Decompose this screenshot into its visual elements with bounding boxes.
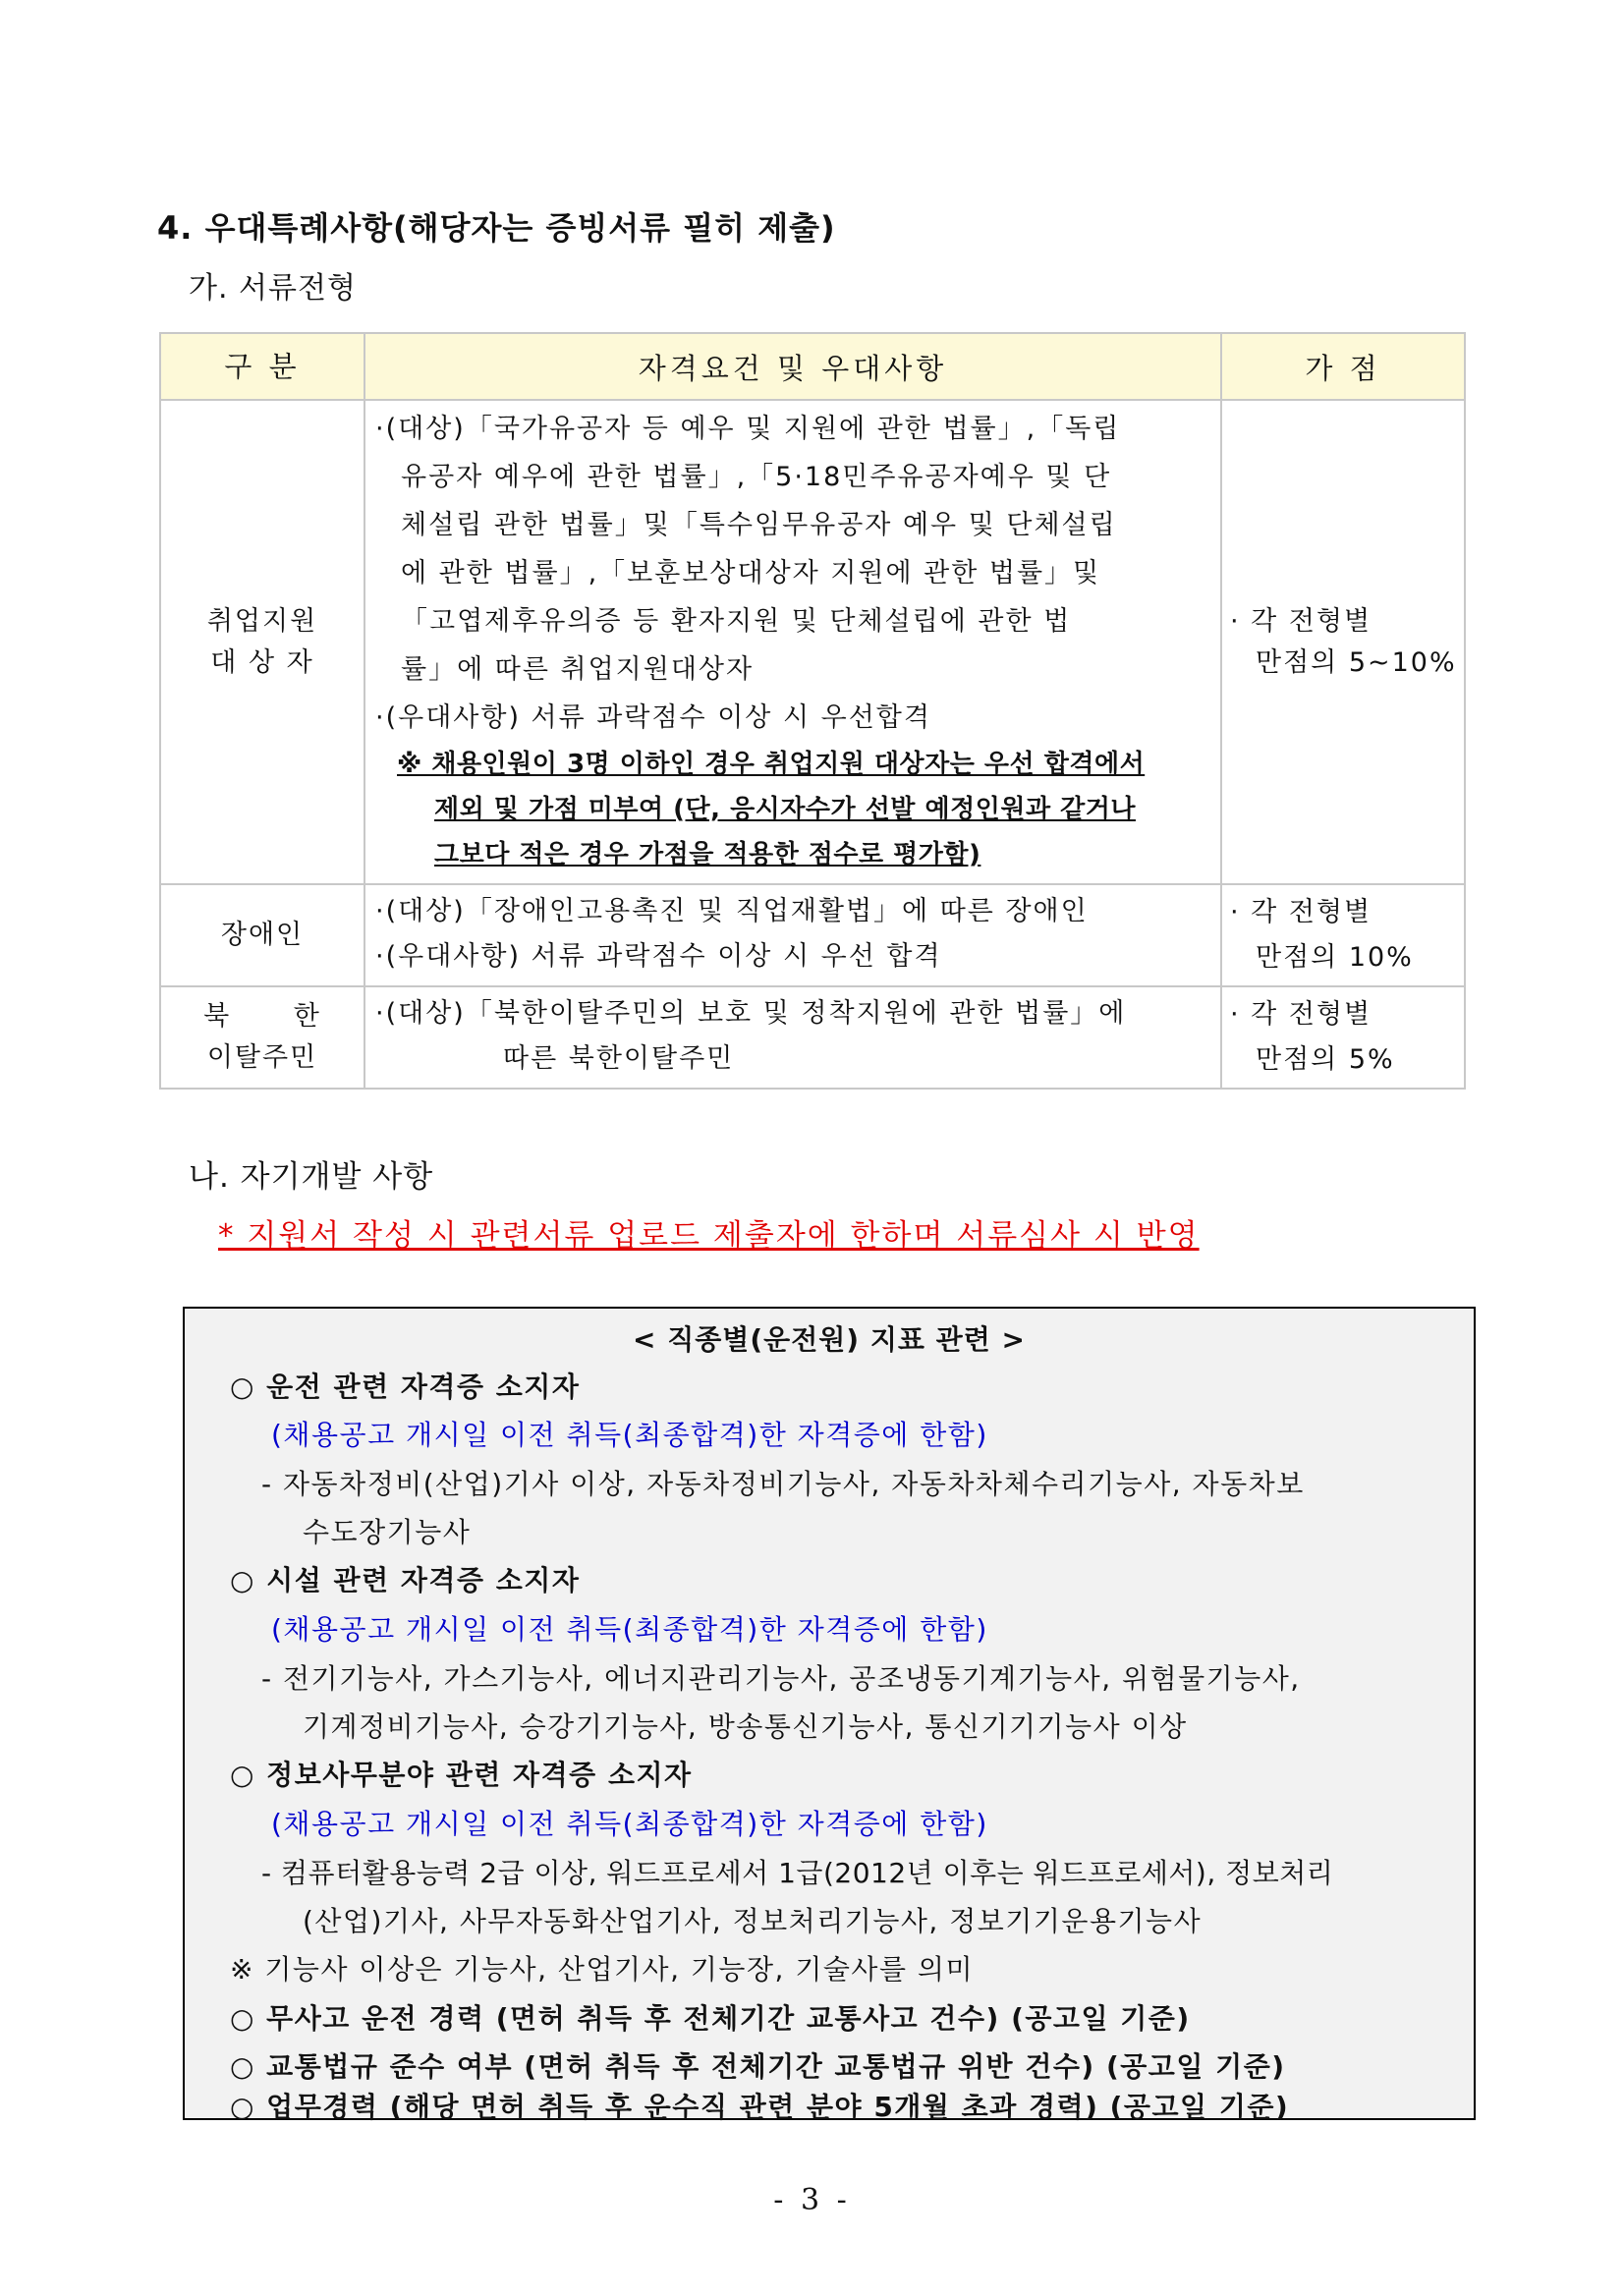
requirement-line: ·(대상)「국가유공자 등 예우 및 지원에 관한 법률」,「독립 [375, 414, 1121, 444]
list-item: ○ 교통법규 준수 여부 (면허 취득 후 전체기간 교통법규 위반 건수) (공고일 기준) [230, 2050, 1286, 2083]
bonus-cell [1221, 884, 1465, 986]
requirement-line: ·(대상)「북한이탈주민의 보호 및 정착지원에 관한 법률」에 [375, 998, 1127, 1029]
note-line: ※ 채용인원이 3명 이하인 경우 취업지원 대상자는 우선 합격에서 [397, 750, 1146, 779]
list-item: (채용공고 개시일 이전 취득(최종합격)한 자격증에 한함) [271, 1808, 988, 1840]
requirement-line: 에 관한 법률」,「보훈보상대상자 지원에 관한 법률」및 [401, 558, 1101, 588]
table-row [160, 884, 1465, 986]
preference-table [159, 332, 1466, 1090]
bonus-text: · 각 전형별 [1230, 999, 1372, 1030]
requirement-line: ·(우대사항) 서류 과락점수 이상 시 우선 합격 [375, 941, 942, 972]
requirements-cell [364, 400, 1221, 884]
bonus-cell [1221, 400, 1465, 884]
requirement-line: 따른 북한이탈주민 [503, 1043, 735, 1074]
upload-notice: * 지원서 작성 시 관련서류 업로드 제출자에 한하며 서류심사 시 반영 [218, 1218, 1200, 1254]
list-item: ○ 정보사무분야 관련 자격증 소지자 [230, 1759, 693, 1791]
list-item: (채용공고 개시일 이전 취득(최종합격)한 자격증에 한함) [271, 1613, 988, 1646]
category-cell [160, 986, 364, 1089]
table-row [160, 400, 1465, 884]
page-number: - 3 - [773, 2183, 851, 2217]
category-cell [160, 400, 364, 884]
list-item: - 전기기능사, 가스기능사, 에너지관리기능사, 공조냉동기계기능사, 위험물기능사, [261, 1662, 1301, 1695]
list-item: ○ 운전 관련 자격증 소지자 [230, 1371, 581, 1403]
list-item: - 컴퓨터활용능력 2급 이상, 워드프로세서 1급(2012년 이후는 워드프로세서), 정보처리 [261, 1857, 1334, 1889]
list-item: - 자동차정비(산업)기사 이상, 자동차정비기능사, 자동차차체수리기능사, 자동차보 [261, 1468, 1305, 1500]
bonus-text: · 각 전형별 [1230, 605, 1372, 637]
requirement-line: 유공자 예우에 관한 법률」,「5·18민주유공자예우 및 단 [401, 462, 1112, 492]
bonus-text: · 각 전형별 [1230, 897, 1372, 927]
table-row [160, 986, 1465, 1089]
list-item: ○ 무사고 운전 경력 (면허 취득 후 전체기간 교통사고 건수) (공고일 기준) [230, 2002, 1191, 2035]
category-text: 북 한 [203, 1001, 321, 1032]
header-requirements: 자격요건 및 우대사항 [364, 333, 1221, 400]
requirement-line: 률」에 따른 취업지원대상자 [401, 654, 755, 685]
category-text: 장애인 [220, 920, 305, 950]
bonus-text: 만점의 5% [1256, 1044, 1395, 1075]
box-title: < 직종별(운전원) 지표 관련 > [633, 1323, 1026, 1356]
bonus-text: 만점의 10% [1256, 942, 1414, 973]
note-line: 제외 및 가점 미부여 (단, 응시자수가 선발 예정인원과 같거나 [434, 795, 1136, 824]
list-item: 수도장기능사 [303, 1516, 472, 1548]
list-item: (채용공고 개시일 이전 취득(최종합격)한 자격증에 한함) [271, 1419, 988, 1451]
header-category: 구 분 [160, 333, 364, 400]
list-item: (산업)기사, 사무자동화산업기사, 정보처리기능사, 정보기기운용기능사 [303, 1905, 1203, 1937]
header-bonus: 가 점 [1221, 333, 1465, 400]
category-text: 취업지원 [206, 605, 318, 637]
category-text: 대 상 자 [210, 646, 314, 678]
table-header-row [160, 333, 1465, 400]
list-item: ※ 기능사 이상은 기능사, 산업기사, 기능장, 기술사를 의미 [230, 1953, 975, 1986]
requirements-cell [364, 884, 1221, 986]
list-item: 기계정비기능사, 승강기기능사, 방송통신기능사, 통신기기기능사 이상 [303, 1710, 1188, 1743]
list-item: ○ 시설 관련 자격증 소지자 [230, 1564, 581, 1596]
requirement-line: ·(대상)「장애인고용촉진 및 직업재활법」에 따른 장애인 [375, 896, 1089, 926]
requirement-line: 「고엽제후유의증 등 환자지원 및 단체설립에 관한 법 [401, 606, 1072, 637]
category-text: 이탈주민 [206, 1042, 318, 1073]
category-cell [160, 884, 364, 986]
subsection-b-heading: 나. 자기개발 사항 [189, 1159, 434, 1195]
note-line: 그보다 적은 경우 가점을 적용한 점수로 평가함) [434, 840, 981, 869]
section-heading: 4. 우대특례사항(해당자는 증빙서류 필히 제출) [157, 209, 836, 247]
requirement-line: ·(우대사항) 서류 과락점수 이상 시 우선합격 [375, 702, 931, 733]
bonus-text: 만점의 5~10% [1256, 646, 1457, 678]
bonus-cell [1221, 986, 1465, 1089]
list-item: ○ 업무경력 (해당 면허 취득 후 운수직 관련 분야 5개월 초과 경력) (공고일 기준) [230, 2091, 1290, 2123]
exception-note [375, 742, 1214, 877]
requirements-cell [364, 986, 1221, 1089]
driver-criteria-box [183, 1307, 1476, 2123]
requirement-line: 체설립 관한 법률」및「특수임무유공자 예우 및 단체설립 [401, 510, 1117, 540]
subsection-a-heading: 가. 서류전형 [189, 271, 357, 306]
